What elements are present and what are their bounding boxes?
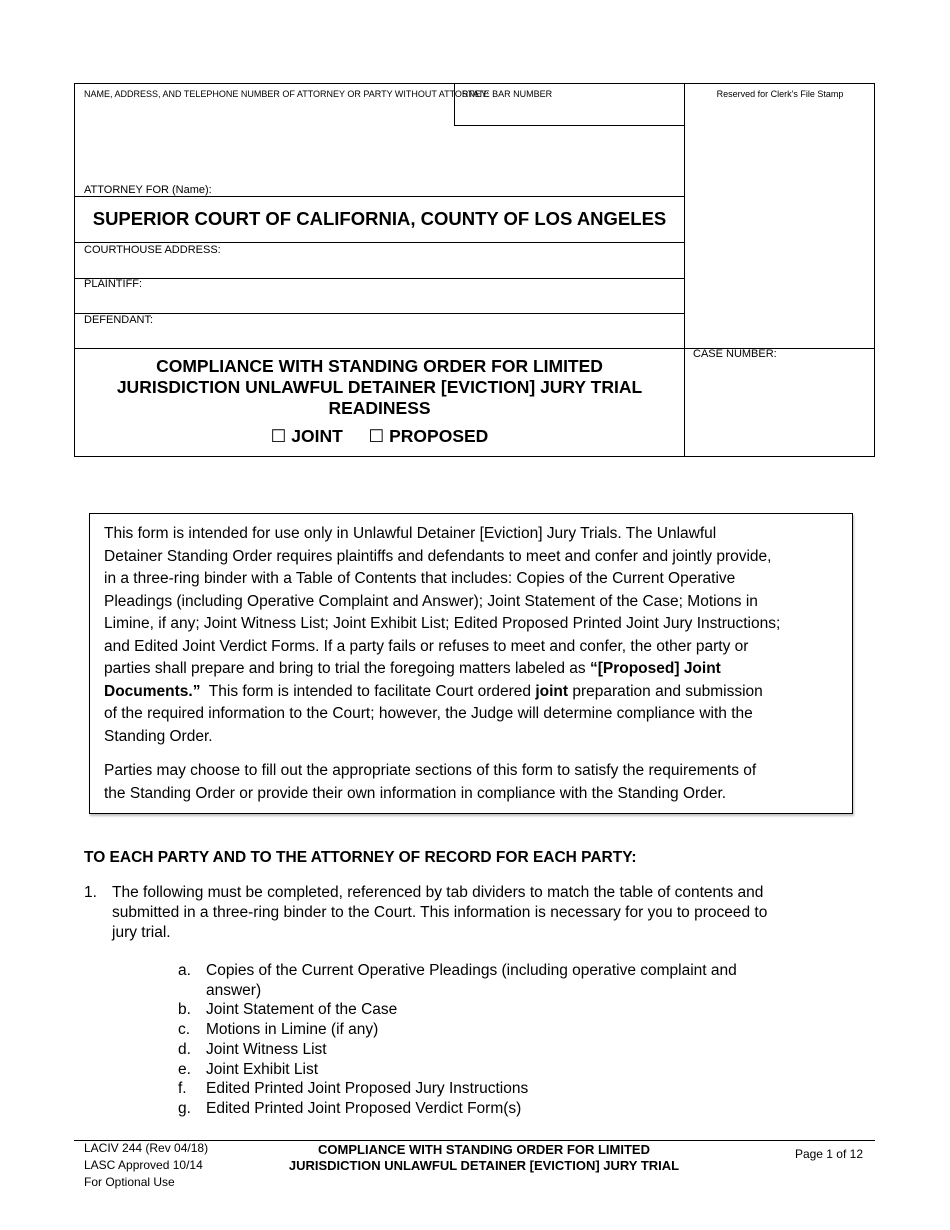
list-item-line: answer)	[206, 981, 262, 999]
notice-line: in a three-ring binder with a Table of Contents that includes: Copies of the Current Operative	[104, 570, 736, 587]
footer-approved: LASC Approved 10/14	[84, 1158, 203, 1172]
footer-optional: For Optional Use	[84, 1175, 175, 1189]
filing-type-checkboxes	[74, 426, 685, 447]
list-item-letter: e.	[178, 1060, 191, 1078]
form-title	[74, 356, 685, 419]
list-item-text	[206, 961, 806, 1000]
notice-line: Parties may choose to fill out the appropriate sections of this form to satisfy the requirements of	[104, 762, 757, 779]
list-item-text: Joint Statement of the Case	[206, 1001, 398, 1019]
item-1-text	[112, 883, 852, 943]
notice-bold-joint: joint	[535, 682, 569, 700]
notice-line: and Edited Joint Verdict Forms. If a party fails or refuses to meet and confer, the other party or	[104, 637, 749, 655]
list-item-text: Edited Printed Joint Proposed Verdict Form(s)	[206, 1099, 522, 1117]
courthouse-address-label: COURTHOUSE ADDRESS:	[84, 244, 221, 256]
form-title-line-1: COMPLIANCE WITH STANDING ORDER FOR LIMITED	[156, 356, 603, 376]
list-item-letter: a.	[178, 962, 191, 979]
joint-checkbox-label: JOINT	[291, 426, 343, 446]
list-item-letter: d.	[178, 1040, 191, 1058]
page-number: Page 1 of 12	[794, 1147, 863, 1161]
notice-text: preparation and submission	[568, 682, 763, 700]
case-number-label: CASE NUMBER:	[693, 348, 777, 360]
clerk-stamp-label: Reserved for Clerk's File Stamp	[716, 89, 844, 99]
joint-checkbox[interactable]: ☐	[270, 426, 287, 446]
item-1-number: 1.	[84, 884, 97, 901]
notice-line: Detainer Standing Order requires plaintiffs and defendants to meet and confer and jointly provide,	[104, 547, 772, 565]
notice-line	[104, 658, 844, 681]
list-item-line: Copies of the Current Operative Pleadings (including operative complaint and	[206, 962, 737, 979]
footer-title-line: COMPLIANCE WITH STANDING ORDER FOR LIMITED	[318, 1142, 650, 1157]
form-title-line-2: JURISDICTION UNLAWFUL DETAINER [EVICTION] JURY TRIAL	[116, 377, 643, 397]
footer-form-id: LACIV 244 (Rev 04/18)	[84, 1141, 209, 1155]
notice-bold-text: “[Proposed] Joint	[589, 660, 721, 677]
notice-line: Limine, if any; Joint Witness List; Joint Exhibit List; Edited Proposed Printed Joint Jury Instructions;	[104, 615, 781, 632]
sub-item-list	[178, 961, 858, 1121]
form-title-line-3: READINESS	[328, 398, 431, 418]
notice-bold-text: Documents.”	[104, 682, 201, 700]
court-name: SUPERIOR COURT OF CALIFORNIA, COUNTY OF LOS ANGELES	[92, 208, 667, 229]
list-item-text: Edited Printed Joint Proposed Jury Instructions	[206, 1080, 529, 1098]
notice-paragraph-1	[104, 523, 844, 748]
list-item-letter: g.	[178, 1099, 191, 1117]
notice-paragraph-2	[104, 760, 844, 805]
footer-title	[234, 1142, 734, 1174]
list-item-text: Joint Witness List	[206, 1040, 327, 1058]
notice-box	[89, 513, 853, 814]
attorney-for-label: ATTORNEY FOR (Name):	[84, 184, 212, 196]
proposed-checkbox-label: PROPOSED	[389, 426, 489, 446]
list-item-letter: b.	[178, 1001, 191, 1019]
list-item-letter: c.	[178, 1021, 191, 1039]
notice-line: Pleadings (including Operative Complaint and Answer); Joint Statement of the Case; Motions in	[104, 592, 758, 610]
notice-text: This form is intended to facilitate Court ordered	[200, 682, 536, 700]
plaintiff-label: PLAINTIFF:	[84, 278, 143, 290]
notice-line: Standing Order.	[104, 727, 213, 745]
notice-line: of the required information to the Court; however, the Judge will determine compliance with the	[104, 705, 753, 722]
footer-title-line: JURISDICTION UNLAWFUL DETAINER [EVICTION] JURY TRIAL	[288, 1158, 680, 1173]
item-1-line: jury trial.	[112, 924, 171, 941]
list-item-text: Motions in Limine (if any)	[206, 1021, 379, 1039]
proposed-checkbox[interactable]: ☐	[368, 426, 385, 446]
state-bar-label: STATE BAR NUMBER	[462, 89, 553, 99]
attorney-info-label: NAME, ADDRESS, AND TELEPHONE NUMBER OF ATTORNEY OR PARTY WITHOUT ATTORNEY:	[84, 89, 489, 99]
section-heading: TO EACH PARTY AND TO THE ATTORNEY OF RECORD FOR EACH PARTY:	[84, 849, 637, 866]
notice-text: parties shall prepare and bring to trial the foregoing matters labeled as	[104, 660, 590, 677]
defendant-label: DEFENDANT:	[84, 314, 154, 326]
notice-line: This form is intended for use only in Unlawful Detainer [Eviction] Jury Trials. The Unlawful	[104, 525, 717, 542]
notice-line	[104, 681, 844, 704]
list-item-text: Joint Exhibit List	[206, 1060, 318, 1078]
notice-line: the Standing Order or provide their own information in compliance with the Standing Order.	[104, 784, 727, 802]
list-item-letter: f.	[178, 1080, 187, 1098]
item-1-line: The following must be completed, referenced by tab dividers to match the table of contents and	[112, 884, 764, 901]
footer-form-info	[84, 1140, 208, 1191]
item-1-line: submitted in a three-ring binder to the Court. This information is necessary for you to proceed to	[112, 904, 768, 921]
